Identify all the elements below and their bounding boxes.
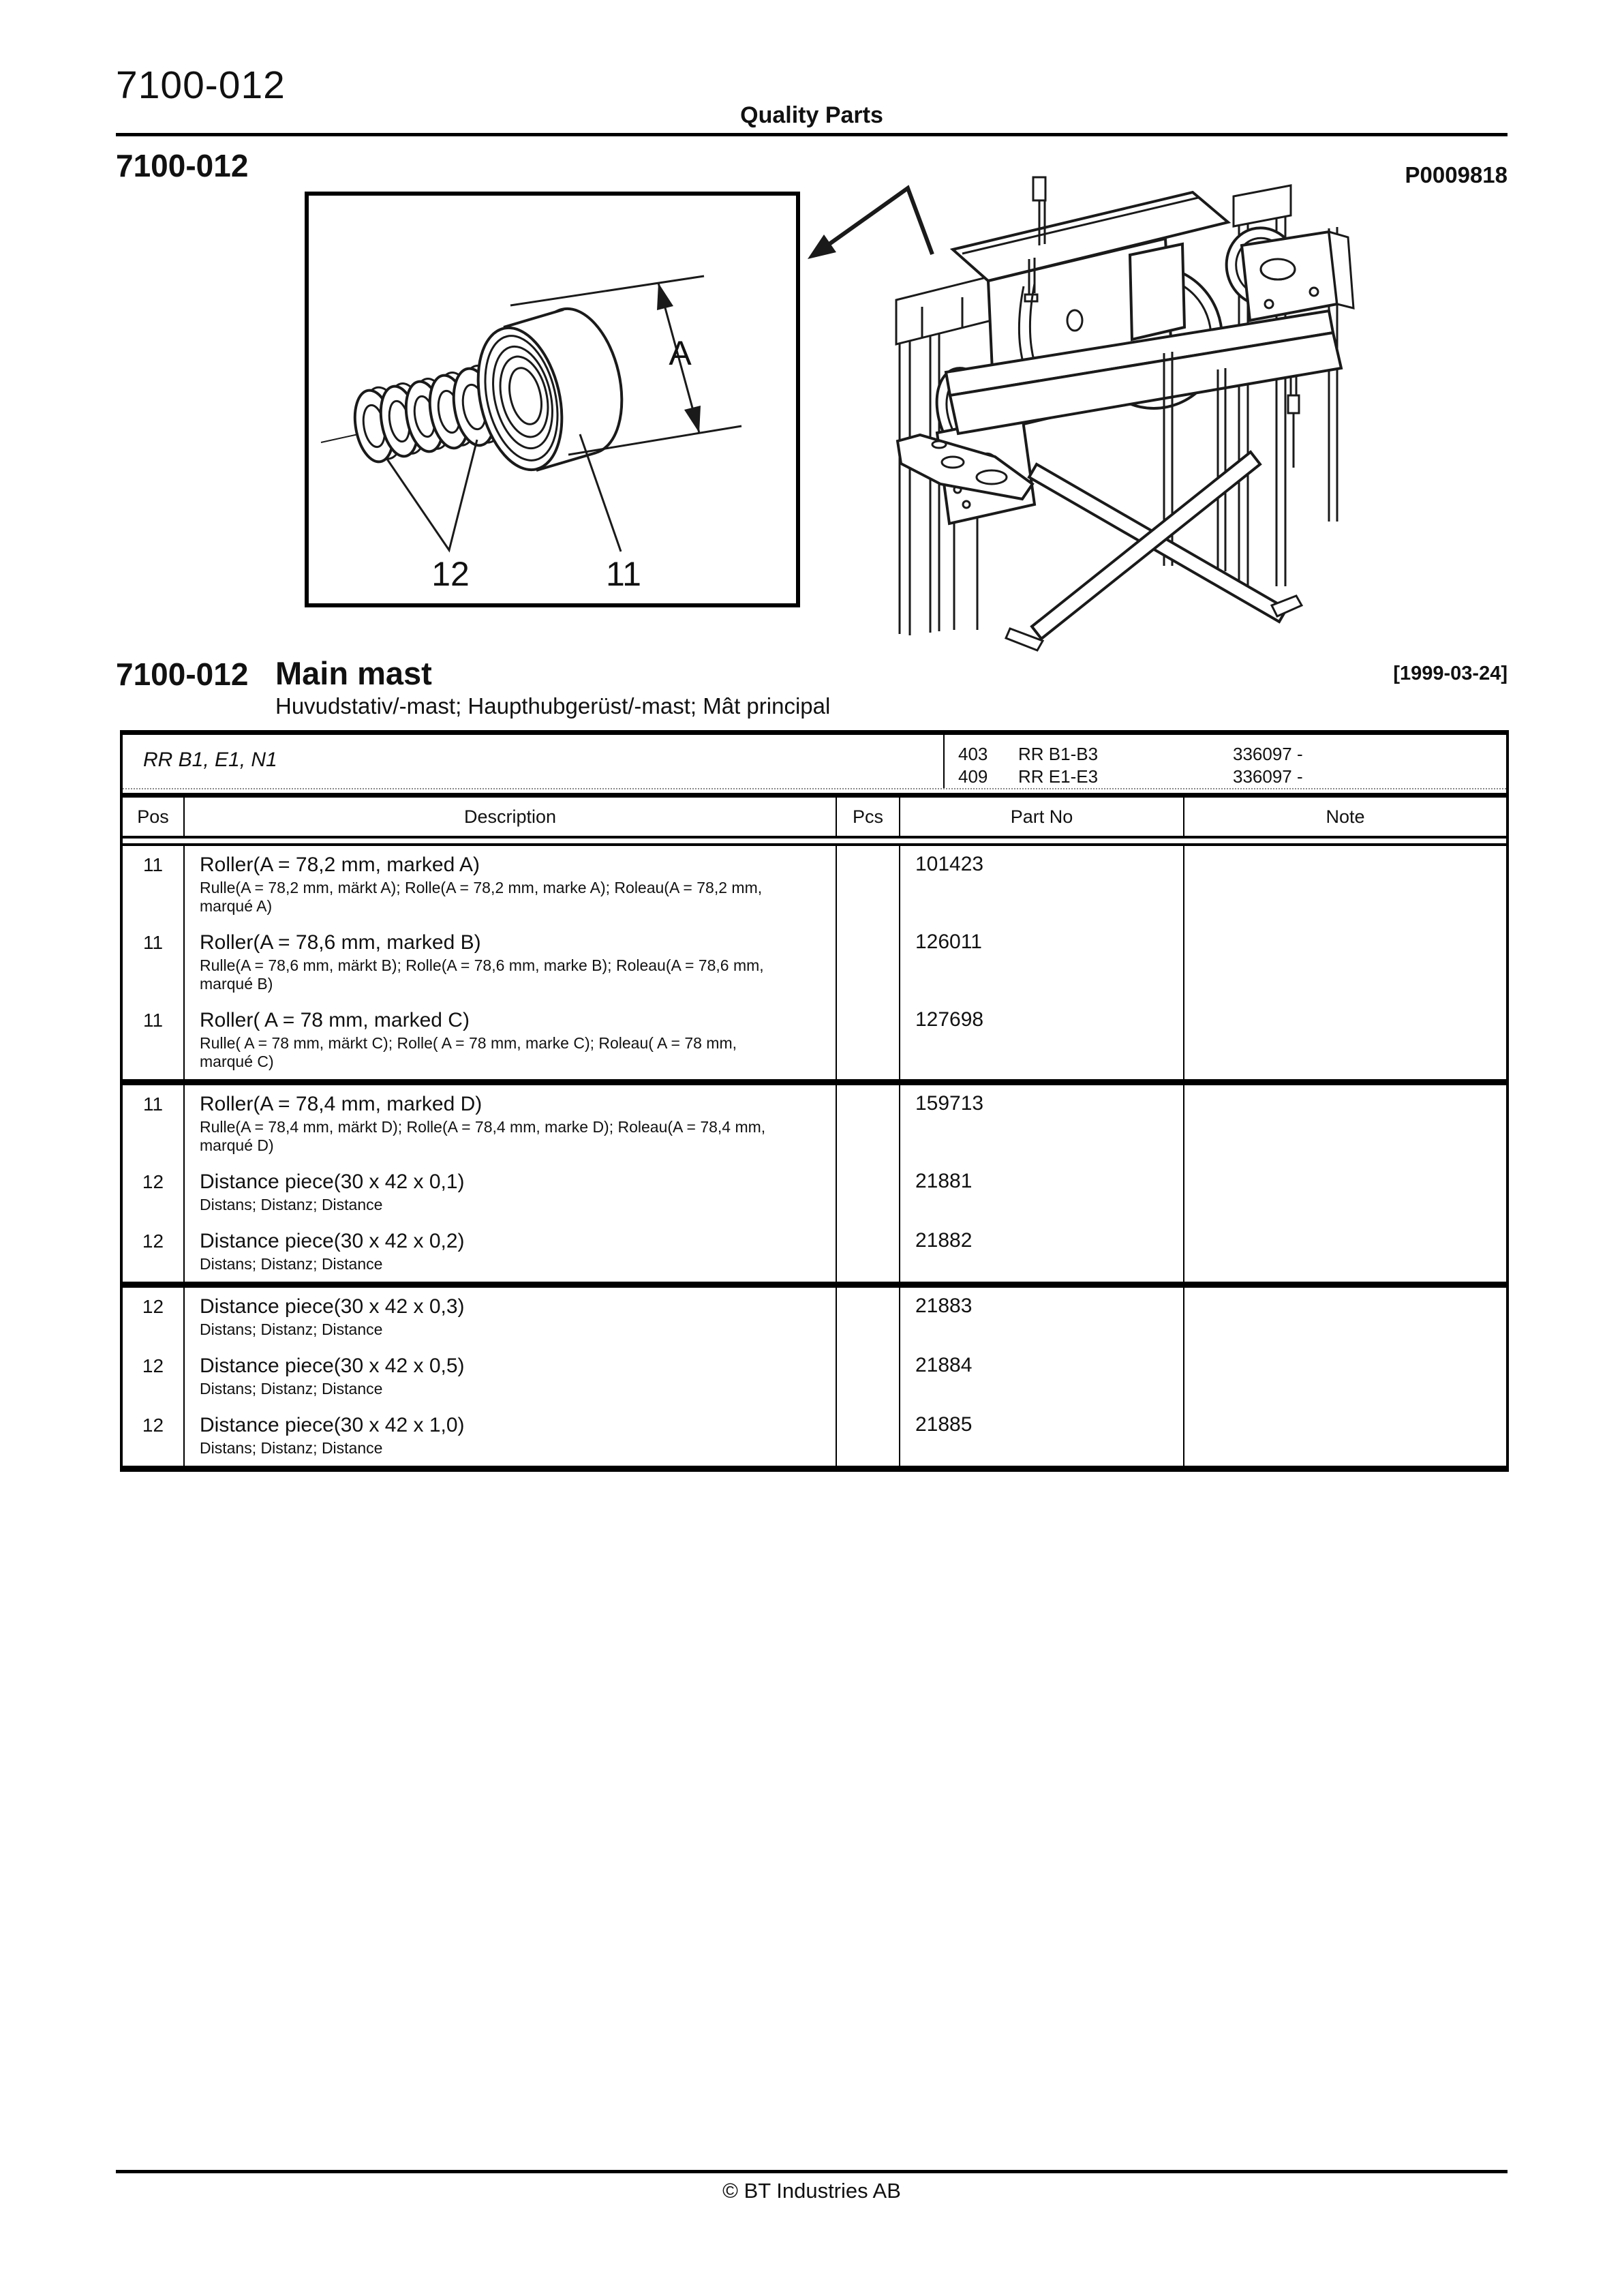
description-main: Distance piece(30 x 42 x 1,0): [200, 1414, 465, 1436]
column-header-pcs: Pcs: [837, 798, 900, 836]
description-main: Distance piece(30 x 42 x 0,2): [200, 1230, 465, 1252]
description-alt: Distans; Distanz; Distance: [200, 1439, 383, 1457]
table-row: [123, 846, 1506, 924]
pcs-cell: [837, 1288, 900, 1347]
pos-cell: 11: [123, 924, 185, 1001]
pcs-cell: [837, 1406, 900, 1466]
header-rule: [116, 133, 1508, 136]
description-cell: [185, 1085, 837, 1163]
description-main: Roller(A = 78,4 mm, marked D): [200, 1093, 483, 1115]
section-title: Main mast: [275, 655, 432, 691]
variant-serial: 336097 -: [1233, 766, 1303, 787]
header-double-rule: [123, 836, 1506, 846]
description-cell: [185, 1222, 837, 1282]
table-body: [123, 846, 1506, 1466]
image-code: P0009818: [1405, 162, 1508, 187]
header-center-title: Quality Parts: [740, 102, 883, 128]
table-row: [123, 924, 1506, 1001]
parts-table: [120, 730, 1509, 1472]
variant-row: [945, 743, 1506, 766]
note-cell: [1184, 1288, 1506, 1347]
pos-cell: 12: [123, 1347, 185, 1406]
roller-diagram-svg: [309, 196, 796, 603]
description-main: Roller(A = 78,2 mm, marked A): [200, 854, 480, 876]
variant-range: RR B1-B3: [1018, 744, 1099, 764]
part-no-cell: 21883: [900, 1288, 1184, 1347]
note-cell: [1184, 924, 1506, 1001]
footer-rule: [116, 2170, 1508, 2173]
model-name: RR B1, E1, N1: [123, 735, 945, 788]
dim-label-a: A: [669, 334, 692, 372]
description-cell: [185, 846, 837, 924]
description-main: Distance piece(30 x 42 x 0,3): [200, 1295, 465, 1318]
roller: [465, 300, 635, 478]
variant-range: RR E1-E3: [1018, 766, 1099, 787]
pos-cell: 11: [123, 1001, 185, 1079]
pcs-cell: [837, 1085, 900, 1163]
mast-illustration-svg: [784, 164, 1533, 654]
cross-braces: [1006, 452, 1302, 650]
pointer-arrow: [808, 188, 932, 259]
column-header-description: Description: [185, 798, 837, 836]
table-row: [123, 1001, 1506, 1079]
variant-code: 403: [958, 744, 988, 764]
part-no-cell: 101423: [900, 846, 1184, 924]
table-row: [123, 1222, 1506, 1282]
note-cell: [1184, 1163, 1506, 1222]
label-11: 11: [606, 555, 641, 593]
description-alt: Rulle(A = 78,4 mm, märkt D); Rolle(A = 78,4 mm, marke D); Roleau(A = 78,4 mm, marqué D): [200, 1118, 766, 1154]
column-header-pos: Pos: [123, 798, 185, 836]
variant-row: [945, 766, 1506, 788]
group-separator: [123, 1079, 1506, 1085]
description-alt: Rulle(A = 78,2 mm, märkt A); Rolle(A = 78,2 mm, marke A); Roleau(A = 78,2 mm, marqué A): [200, 879, 763, 915]
table-column-header: [123, 798, 1506, 836]
part-no-cell: 21884: [900, 1347, 1184, 1406]
pos-cell: 12: [123, 1288, 185, 1347]
table-row: [123, 1163, 1506, 1222]
description-alt: Rulle(A = 78,6 mm, märkt B); Rolle(A = 78,6 mm, marke B); Roleau(A = 78,6 mm, marqué B): [200, 956, 764, 993]
pos-cell: 11: [123, 846, 185, 924]
section-date: [1999-03-24]: [1393, 663, 1508, 684]
column-header-note: Note: [1326, 806, 1365, 827]
label-12: 12: [431, 555, 470, 593]
part-no-cell: 21885: [900, 1406, 1184, 1466]
model-variants: [945, 735, 1506, 788]
description-cell: [185, 924, 837, 1001]
footer-copyright: © BT Industries AB: [722, 2179, 901, 2203]
description-main: Distance piece(30 x 42 x 0,1): [200, 1170, 465, 1193]
description-alt: Distans; Distanz; Distance: [200, 1320, 383, 1338]
header-doc-number: 7100-012: [116, 63, 286, 107]
note-cell: [1184, 1406, 1506, 1466]
pcs-cell: [837, 846, 900, 924]
part-no-cell: 126011: [900, 924, 1184, 1001]
group-separator: [123, 1282, 1506, 1288]
note-cell: [1184, 846, 1506, 924]
roller-detail-figure-box: [305, 192, 800, 607]
subheader-code: 7100-012: [116, 148, 249, 183]
section-subtitle: Huvudstativ/-mast; Haupthubgerüst/-mast; Mât principal: [275, 693, 831, 719]
section-code: 7100-012: [116, 656, 249, 692]
pcs-cell: [837, 1222, 900, 1282]
pos-cell: 12: [123, 1222, 185, 1282]
description-alt: Rulle( A = 78 mm, märkt C); Rolle( A = 78 mm, marke C); Roleau( A = 78 mm, marqué C): [200, 1034, 737, 1070]
description-cell: [185, 1001, 837, 1079]
part-no-cell: 159713: [900, 1085, 1184, 1163]
pos-cell: 12: [123, 1163, 185, 1222]
description-cell: [185, 1163, 837, 1222]
description-alt: Distans; Distanz; Distance: [200, 1255, 383, 1273]
part-no-cell: 21881: [900, 1163, 1184, 1222]
table-row: [123, 1347, 1506, 1406]
description-alt: Distans; Distanz; Distance: [200, 1380, 383, 1398]
description-cell: [185, 1288, 837, 1347]
pcs-cell: [837, 1163, 900, 1222]
column-header-part-no: Part No: [900, 798, 1184, 836]
part-no-cell: 127698: [900, 1001, 1184, 1079]
description-main: Distance piece(30 x 42 x 0,5): [200, 1355, 465, 1377]
model-header-rule: [123, 793, 1506, 798]
variant-code: 409: [958, 766, 988, 787]
pcs-cell: [837, 1001, 900, 1079]
variant-serial: 336097 -: [1233, 744, 1303, 764]
model-header: [123, 735, 1506, 789]
pos-cell: 12: [123, 1406, 185, 1466]
pcs-cell: [837, 924, 900, 1001]
table-row: [123, 1288, 1506, 1347]
note-cell: [1184, 1222, 1506, 1282]
note-cell: [1184, 1085, 1506, 1163]
description-main: Roller( A = 78 mm, marked C): [200, 1009, 470, 1031]
table-row: [123, 1085, 1506, 1163]
note-cell: [1184, 1347, 1506, 1406]
description-alt: Distans; Distanz; Distance: [200, 1196, 383, 1213]
description-cell: [185, 1406, 837, 1466]
part-no-cell: 21882: [900, 1222, 1184, 1282]
table-row: [123, 1406, 1506, 1466]
pos-cell: 11: [123, 1085, 185, 1163]
description-main: Roller(A = 78,6 mm, marked B): [200, 931, 481, 954]
pcs-cell: [837, 1347, 900, 1406]
note-cell: [1184, 1001, 1506, 1079]
description-cell: [185, 1347, 837, 1406]
